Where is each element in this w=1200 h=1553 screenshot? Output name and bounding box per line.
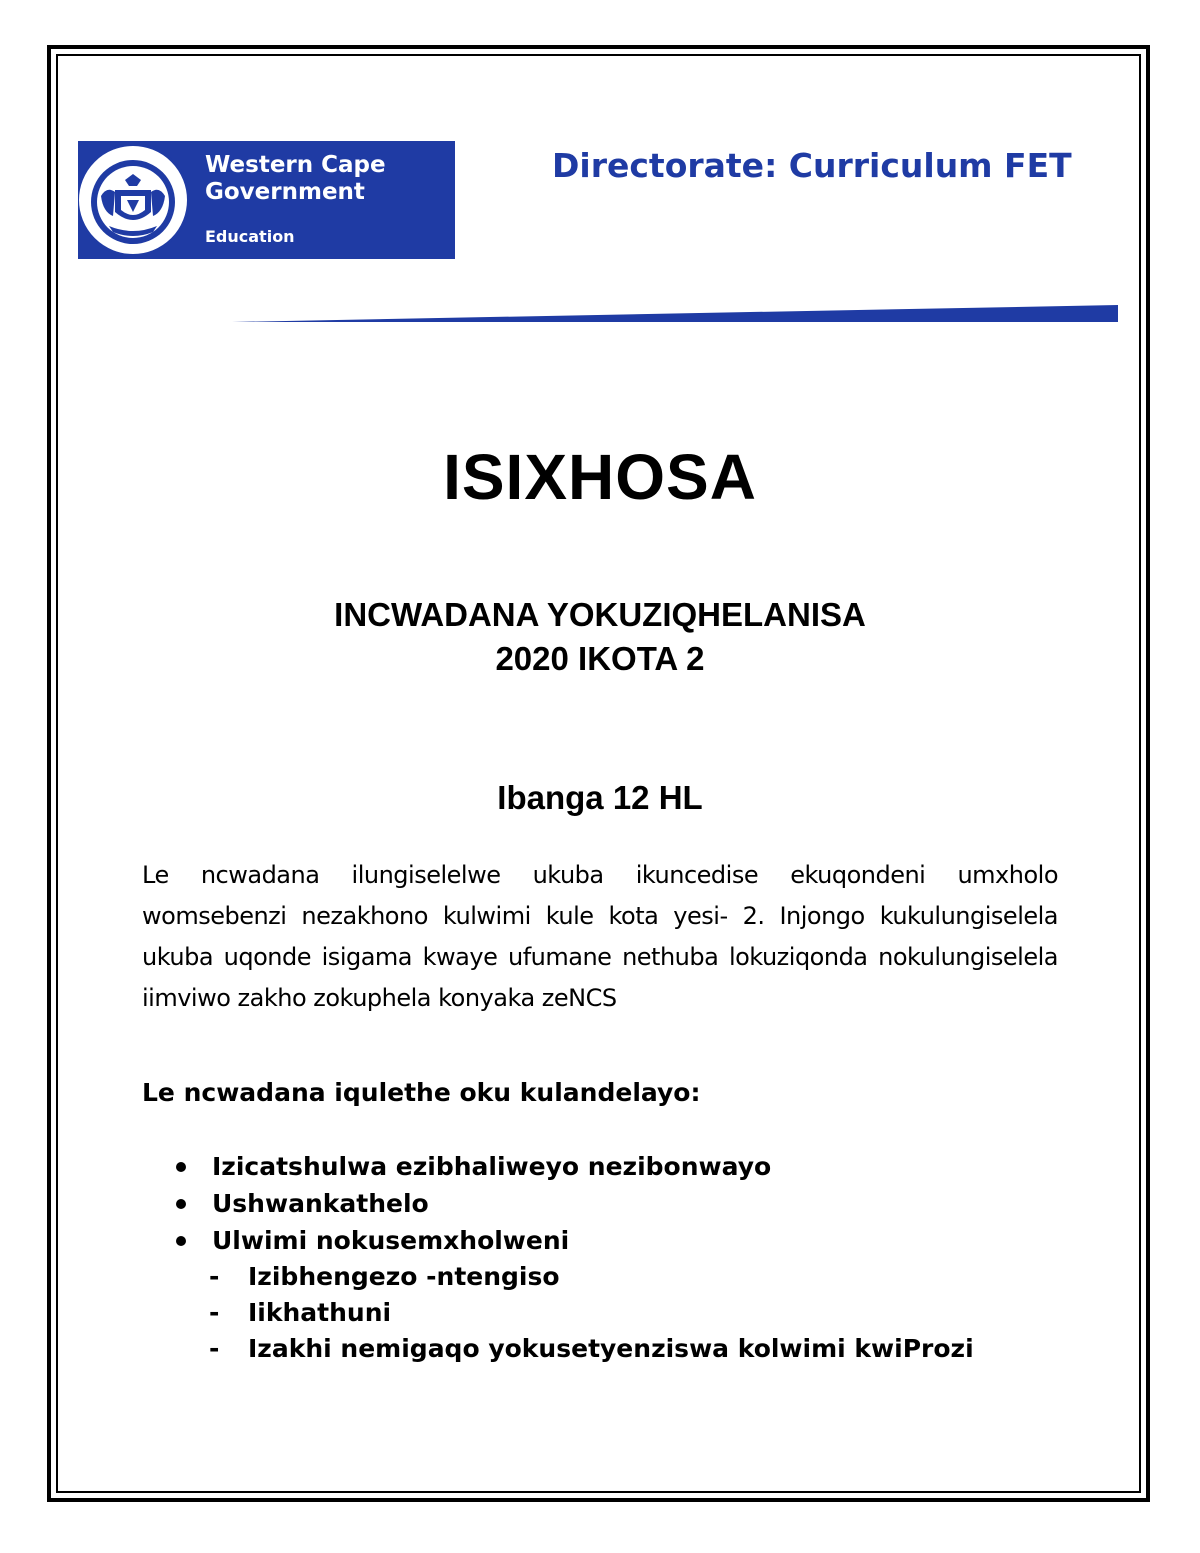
intro-paragraph: Le ncwadana ilungiselelwe ukuba ikuncedise ekuqondeni umxholo womsebenzi nezakhono kulwimi kule kota yesi- 2. Injongo kukulungiselela ukuba uqonde isigama kwaye ufumane nethuba lokuziqonda nokulungiselela iimviwo zakho zokuphela konyaka zeNCS: [142, 861, 1058, 1012]
coat-of-arms-icon: [87, 156, 179, 248]
logo-text-government: Government: [205, 179, 365, 205]
bullet-icon: [176, 1162, 186, 1172]
list-item-label: Ushwankathelo: [212, 1189, 429, 1218]
list-item: [172, 1222, 771, 1259]
contents-list: [172, 1148, 771, 1259]
bullet-icon: [176, 1199, 186, 1209]
list-item-label: Izicatshulwa ezibhaliweyo nezibonwayo: [212, 1152, 772, 1181]
bullet-icon: [176, 1236, 186, 1246]
dash-marker: -: [209, 1334, 220, 1363]
sub-list-item-label: Izibhengezo -ntengiso: [248, 1262, 560, 1291]
western-cape-government-logo: [78, 141, 455, 259]
list-item-label: Ulwimi nokusemxholweni: [212, 1226, 570, 1255]
sub-list-item-label: Izakhi nemigaqo yokusetyenziswa kolwimi kwiProzi: [248, 1334, 974, 1363]
list-item: [172, 1185, 771, 1222]
sub-list-item: [207, 1259, 974, 1295]
subtitle-booklet: INCWADANA YOKUZIQHELANISA: [334, 596, 866, 633]
sub-list-item-label: Iikhathuni: [248, 1298, 392, 1327]
grade-heading: Ibanga 12 HL: [497, 779, 703, 816]
dash-marker: -: [209, 1298, 220, 1327]
sub-list-item: [207, 1331, 974, 1367]
list-item: [172, 1148, 771, 1185]
contents-sublist: [207, 1259, 974, 1367]
sub-list-item: [207, 1295, 974, 1331]
logo-text-education: Education: [205, 227, 295, 246]
page-title: ISIXHOSA: [443, 441, 757, 513]
coat-of-arms-emblem: [78, 143, 190, 257]
directorate-heading: Directorate: Curriculum FET: [552, 146, 1072, 185]
subtitle-year-term: 2020 IKOTA 2: [495, 640, 705, 677]
logo-text-western-cape: Western Cape: [205, 152, 386, 178]
header-divider-line: [232, 302, 1120, 324]
dash-marker: -: [209, 1262, 220, 1291]
contents-heading: Le ncwadana iqulethe oku kulandelayo:: [142, 1078, 701, 1107]
